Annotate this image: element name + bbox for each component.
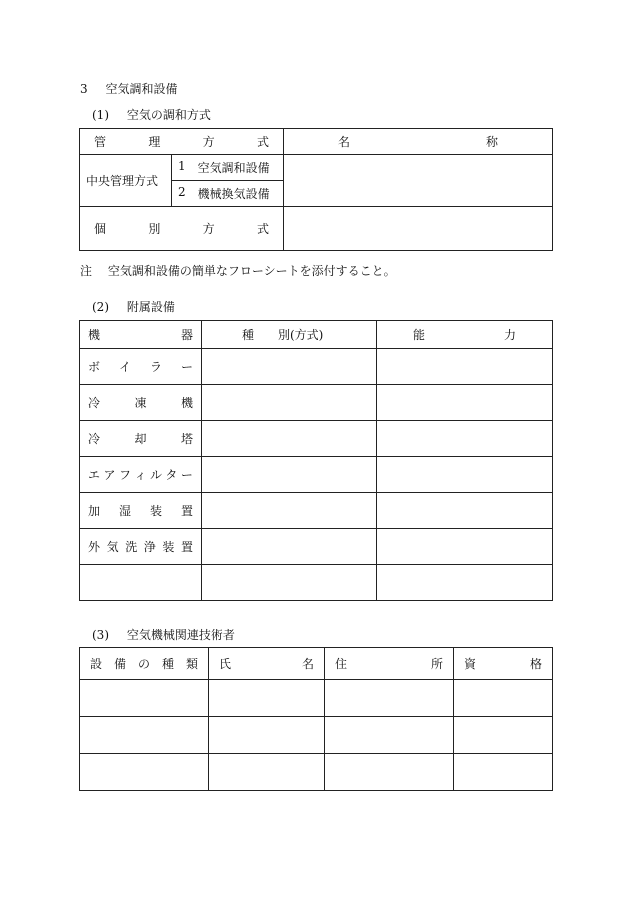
equipment-name <box>80 565 202 601</box>
equipment-name-char: 気 <box>106 540 119 554</box>
table-row <box>80 385 553 421</box>
capacity-cell <box>377 565 553 601</box>
equipment-name-char: 加 <box>88 504 101 518</box>
equipment-name-char: 外 <box>88 540 101 554</box>
header-capacity <box>377 321 553 349</box>
header-capacity-char: 力 <box>503 328 516 342</box>
equipment-name-char: エ <box>88 468 101 482</box>
part2-label: (2) <box>92 300 109 314</box>
header-equipment-type-char: の <box>137 657 150 671</box>
individual-method-name-cell <box>284 207 553 251</box>
equipment-name-char: 却 <box>134 432 147 446</box>
table-row <box>80 754 553 791</box>
equipment-name-char: ボ <box>88 360 101 374</box>
header-name-char: 称 <box>485 135 498 149</box>
section-number: 3 <box>80 82 88 96</box>
header-address-char: 所 <box>430 657 443 671</box>
equipment-name <box>80 457 202 493</box>
empty-cell <box>209 717 325 754</box>
header-equipment-type-char: 設 <box>90 657 103 671</box>
type-cell <box>202 349 377 385</box>
table-row <box>80 349 553 385</box>
central-method-name-cell <box>284 155 553 207</box>
section-title: 空気調和設備 <box>105 82 178 96</box>
equipment-name <box>80 385 202 421</box>
part1-heading <box>92 106 211 123</box>
header-method-char: 方 <box>202 135 215 149</box>
part1-title: 空気の調和方式 <box>126 108 211 122</box>
empty-cell <box>325 754 454 791</box>
type-cell <box>202 457 377 493</box>
empty-cell <box>209 680 325 717</box>
table-header-row <box>80 648 553 680</box>
equipment-name-char: タ <box>165 468 178 482</box>
header-equipment-type-char: 種 <box>161 657 174 671</box>
equipment-name-char: 機 <box>180 396 193 410</box>
header-equipment-char: 機 <box>88 328 101 342</box>
table-row <box>80 493 553 529</box>
equipment-name-char: 冷 <box>88 432 101 446</box>
type-cell <box>202 385 377 421</box>
equipment-name-char: ル <box>149 468 162 482</box>
equipment-name-char: 塔 <box>180 432 193 446</box>
header-qualification <box>454 648 553 680</box>
equipment-name-char: 凍 <box>134 396 147 410</box>
air-conditioning-method-table <box>79 128 553 251</box>
empty-cell <box>454 754 553 791</box>
equipment-name-char: 浄 <box>143 540 156 554</box>
individual-method-char: 方 <box>202 222 215 236</box>
part1-label: (1) <box>92 108 109 122</box>
header-name-char: 名 <box>301 657 314 671</box>
header-equipment-type-char: 類 <box>185 657 198 671</box>
part3-title: 空気機械関連技術者 <box>126 628 235 642</box>
individual-method-cell <box>80 207 284 251</box>
equipment-name-char: 置 <box>180 540 193 554</box>
central-method-label: 中央管理方式 <box>80 155 172 207</box>
individual-method-char: 個 <box>94 222 107 236</box>
empty-cell <box>209 754 325 791</box>
table-row <box>80 717 553 754</box>
central-item-1: 1 空気調和設備 <box>172 155 284 181</box>
table-row <box>80 529 553 565</box>
header-address-char: 住 <box>335 657 348 671</box>
empty-cell <box>325 680 454 717</box>
header-type: 種 別(方式) <box>202 321 377 349</box>
header-address <box>325 648 454 680</box>
header-equipment-char: 器 <box>180 328 193 342</box>
header-name <box>209 648 325 680</box>
equipment-name-char: 湿 <box>118 504 131 518</box>
equipment-name-char: 装 <box>149 504 162 518</box>
part2-heading <box>92 298 175 315</box>
header-capacity-char: 能 <box>413 328 426 342</box>
header-method <box>86 133 277 150</box>
capacity-cell <box>377 349 553 385</box>
individual-method-char: 式 <box>256 222 269 236</box>
header-method-char: 管 <box>94 135 107 149</box>
equipment-name <box>80 529 202 565</box>
type-cell <box>202 493 377 529</box>
empty-cell <box>80 754 209 791</box>
equipment-name-char: ー <box>180 468 193 482</box>
table-row <box>80 680 553 717</box>
header-equipment-type-char: 備 <box>113 657 126 671</box>
type-cell <box>202 565 377 601</box>
note-text: 空気調和設備の簡単なフローシートを添付すること。 <box>107 264 396 278</box>
equipment-name-char: 装 <box>162 540 175 554</box>
capacity-cell <box>377 457 553 493</box>
part3-heading <box>92 626 235 643</box>
table-row <box>80 565 553 601</box>
header-method-cell <box>80 129 284 155</box>
equipment-name-char: ラ <box>149 360 162 374</box>
equipment-name <box>80 349 202 385</box>
type-cell <box>202 421 377 457</box>
equipment-name-char: 洗 <box>125 540 138 554</box>
empty-cell <box>454 717 553 754</box>
equipment-name-char: 置 <box>180 504 193 518</box>
header-qualification-char: 資 <box>464 657 477 671</box>
header-method-char: 式 <box>256 135 269 149</box>
equipment-name-char: イ <box>118 360 131 374</box>
part3-label: (3) <box>92 628 109 642</box>
equipment-name-char: ー <box>180 360 193 374</box>
empty-cell <box>454 680 553 717</box>
header-equipment <box>80 321 202 349</box>
equipment-name-char: ィ <box>134 468 147 482</box>
section-heading <box>80 80 177 97</box>
empty-cell <box>80 717 209 754</box>
empty-cell <box>80 680 209 717</box>
central-item-2: 2 機械換気設備 <box>172 181 284 207</box>
equipment-name-char: フ <box>118 468 131 482</box>
technician-table <box>79 647 553 791</box>
equipment-name-char: 冷 <box>88 396 101 410</box>
capacity-cell <box>377 529 553 565</box>
capacity-cell <box>377 385 553 421</box>
type-cell <box>202 529 377 565</box>
note-prefix: 注 <box>80 264 93 278</box>
equipment-name <box>80 493 202 529</box>
header-method-char: 理 <box>148 135 161 149</box>
header-name-char: 名 <box>338 135 351 149</box>
individual-method-label <box>86 220 277 237</box>
individual-method-char: 別 <box>148 222 161 236</box>
table-header-row <box>80 321 553 349</box>
capacity-cell <box>377 421 553 457</box>
table-row <box>80 457 553 493</box>
equipment-name-char: ア <box>103 468 116 482</box>
header-name-cell <box>284 129 553 155</box>
part2-title: 附属設備 <box>126 300 175 314</box>
capacity-cell <box>377 493 553 529</box>
header-name-char: 氏 <box>219 657 232 671</box>
header-equipment-type <box>80 648 209 680</box>
equipment-name <box>80 421 202 457</box>
empty-cell <box>325 717 454 754</box>
header-name <box>290 133 546 150</box>
table-row <box>80 421 553 457</box>
header-qualification-char: 格 <box>529 657 542 671</box>
note <box>80 262 396 279</box>
accessory-equipment-table <box>79 320 553 601</box>
